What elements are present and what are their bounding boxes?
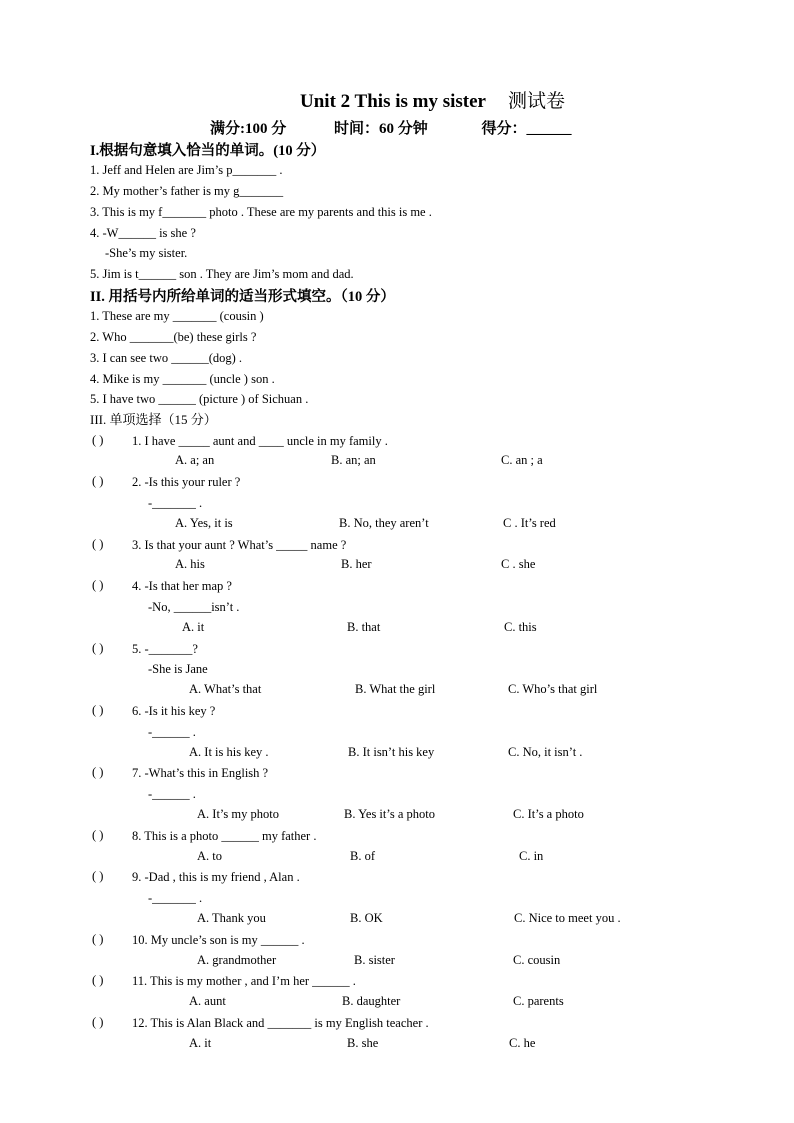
q7-option-c: C. It’s a photo [513,807,584,821]
question-2: 2. -Is this your ruler ? [132,475,241,489]
q10-option-a: A. grandmother [197,953,277,967]
score-field: 得分：______ [481,121,572,137]
question-1: 1. I have _____ aunt and ____ uncle in my family . [132,434,388,448]
q1-option-b: B. an; an [331,453,376,467]
answer-blank: ( ) [92,537,104,551]
section2-heading: II. 用括号内所给单词的适当形式填空。（10 分） [90,289,395,305]
q9-option-b: B. OK [350,911,383,925]
q2-option-c: C . It’s red [503,516,556,530]
question-4-response: -No, ______isn’t . [148,600,240,614]
q3-option-c: C . she [501,557,536,571]
q2-option-a: A. Yes, it is [175,516,233,530]
s1-item-4-answer: -She’s my sister. [105,246,188,260]
q4-option-a: A. it [182,620,205,634]
q4-option-c: C. this [504,620,537,634]
answer-blank: ( ) [92,1015,104,1029]
question-6: 6. -Is it his key ? [132,704,216,718]
q1-option-a: A. a; an [175,453,215,467]
q9-option-c: C. Nice to meet you . [514,911,621,925]
q1-option-c: C. an ; a [501,453,543,467]
question-11: 11. This is my mother , and I’m her ______ . [132,974,356,988]
answer-blank: ( ) [92,474,104,488]
answer-blank: ( ) [92,869,104,883]
q11-option-b: B. daughter [342,994,401,1008]
title-cn: 测试卷 [507,91,565,112]
question-10: 10. My uncle’s son is my ______ . [132,933,305,947]
question-9: 9. -Dad , this is my friend , Alan . [132,870,300,884]
question-12: 12. This is Alan Black and _______ is my English teacher . [132,1016,429,1030]
q11-option-c: C. parents [513,994,564,1008]
q12-option-b: B. she [347,1036,379,1050]
section3-heading: III. 单项选择（15 分） [90,412,217,427]
q6-option-c: C. No, it isn’t . [508,745,583,759]
q8-option-c: C. in [519,849,544,863]
q6-option-b: B. It isn’t his key [348,745,435,759]
question-7-response: -______ . [148,787,196,801]
question-5-response: -She is Jane [148,662,208,676]
q8-option-a: A. to [197,849,222,863]
q3-option-a: A. his [175,557,205,571]
answer-blank: ( ) [92,641,104,655]
title-text: Unit 2 This is my sister [300,91,486,112]
score-header [210,117,572,138]
s2-item-5: 5. I have two ______ (picture ) of Sichuan . [90,392,309,406]
q7-option-b: B. Yes it’s a photo [344,807,435,821]
q9-option-a: A. Thank you [197,911,266,925]
q3-option-b: B. her [341,557,372,571]
question-9-response: -_______ . [148,891,203,905]
s2-item-2: 2. Who _______(be) these girls ? [90,330,257,344]
q8-option-b: B. of [350,849,375,863]
s1-item-5: 5. Jim is t______ son . They are Jim’s mom and dad. [90,267,354,281]
question-2-response: -_______ . [148,496,203,510]
q5-option-b: B. What the girl [355,682,436,696]
s1-item-4: 4. -W______ is she ? [90,226,196,240]
question-3: 3. Is that your aunt ? What’s _____ name ? [132,538,347,552]
answer-blank: ( ) [92,703,104,717]
q7-option-a: A. It’s my photo [197,807,279,821]
answer-blank: ( ) [92,828,104,842]
s2-item-3: 3. I can see two ______(dog) . [90,351,243,365]
s2-item-4: 4. Mike is my _______ (uncle ) son . [90,372,275,386]
q4-option-b: B. that [347,620,381,634]
answer-blank: ( ) [92,973,104,987]
answer-blank: ( ) [92,765,104,779]
answer-blank: ( ) [92,932,104,946]
s1-item-3: 3. This is my f_______ photo . These are my parents and this is me . [90,205,432,219]
q2-option-b: B. No, they aren’t [339,516,429,530]
page-title [300,86,565,113]
answer-blank: ( ) [92,578,104,592]
question-6-response: -______ . [148,725,196,739]
q11-option-a: A. aunt [189,994,226,1008]
q10-option-b: B. sister [354,953,395,967]
full-score: 满分:100 分 [210,121,287,137]
answer-blank: ( ) [92,433,104,447]
question-7: 7. -What’s this in English ? [132,766,269,780]
q12-option-a: A. it [189,1036,212,1050]
q5-option-c: C. Who’s that girl [508,682,598,696]
q12-option-c: C. he [509,1036,536,1050]
s1-item-2: 2. My mother’s father is my g_______ [90,184,284,198]
q5-option-a: A. What’s that [189,682,262,696]
question-5: 5. -_______? [132,642,198,656]
s2-item-1: 1. These are my _______ (cousin ) [90,309,264,323]
s1-item-1: 1. Jeff and Helen are Jim’s p_______ . [90,163,283,177]
q6-option-a: A. It is his key . [189,745,269,759]
section1-heading: I.根据句意填入恰当的单词。(10 分） [90,143,326,159]
question-8: 8. This is a photo ______ my father . [132,829,317,843]
q10-option-c: C. cousin [513,953,561,967]
question-4: 4. -Is that her map ? [132,579,232,593]
time-limit: 时间：60 分钟 [334,121,428,137]
